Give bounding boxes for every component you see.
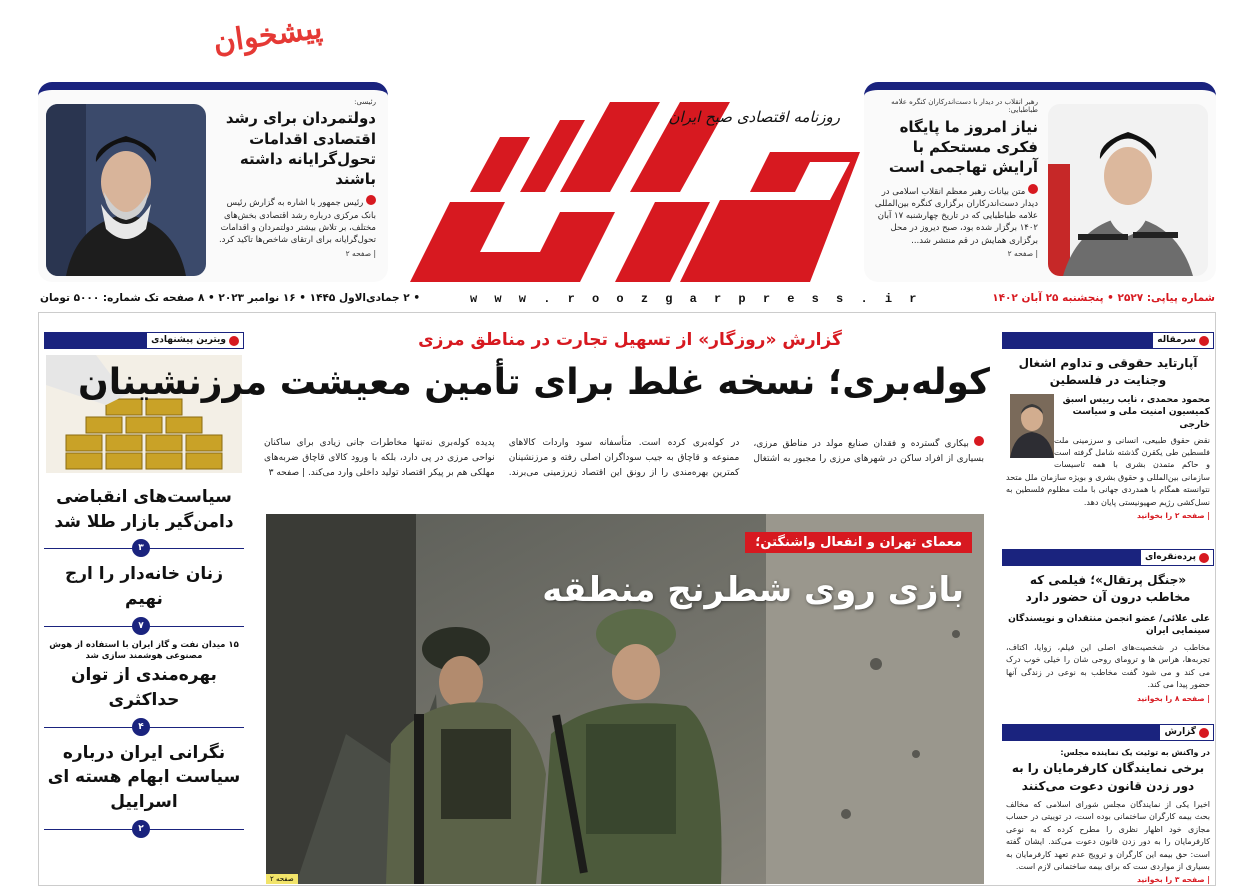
editorial-headline: آپارتاید حقوقی و تداوم اشغال وجنایت در فلسطین xyxy=(1018,356,1198,388)
editorial-body: نقض حقوق طبیعی، انسانی و سرزمینی ملت فلسطین طی یکقرن گذشته شامل گرفته است و حاکم متمدن بشری با همه تاسیسات سازمانی بین‌المللی و حقوق بشری و بویژه سازمان ملل متحد نتوانسته همگام با همدردی جهانی با ملت مظلوم فلسطین به نسل‌کشی رژیم صهیونیستی پایان دهد. xyxy=(1006,435,1210,507)
story-kicker: رهبر انقلاب در دیدار با دست‌اندرکاران کنگره علامه طباطبایی: xyxy=(891,98,1038,115)
photo-title: بازی روی شطرنج منطقه xyxy=(542,570,964,610)
editorial-block[interactable] xyxy=(1002,349,1214,543)
cinema-body: مخاطب در شخصیت‌های اصلی این فیلم، زوایا، اکتاف، تجربه‌ها، هراس ها و ترومای روحی شان را خیلی خوب درک می کند و می شود گفت مخاطب به نوعی در زندگی آنها حضور پیدا می کند. xyxy=(1006,642,1210,690)
story-headline: دولتمردان برای رشد اقتصادی اقدامات تحول‌گرایانه داشته باشند xyxy=(225,109,376,189)
author-name: محمود محمدی ، نایب رییس اسبق کمیسیون امنیت ملی و سیاست خارجی xyxy=(1062,394,1210,430)
lead-photo[interactable] xyxy=(266,514,984,884)
section-label: ویترین پیشنهادی xyxy=(151,335,226,345)
read-more-link[interactable]: | صفحه ۳ را بخوانید xyxy=(1137,875,1210,885)
bullet-icon xyxy=(229,336,239,346)
lead-kicker: گزارش «روزگار» از تسهیل تجارت در مناطق مرزی xyxy=(418,330,842,350)
lead-body xyxy=(264,436,984,492)
page-number-badge: ۳ xyxy=(132,539,150,557)
bullet-icon xyxy=(1199,728,1209,738)
author-photo xyxy=(1010,394,1054,458)
watermark-fa: پیشخوان xyxy=(211,10,325,61)
section-label: گزارش xyxy=(1164,727,1196,737)
list-item[interactable] xyxy=(44,485,244,534)
section-label: پرده‌نقره‌ای xyxy=(1144,552,1196,562)
list-headline: سیاست‌های انقباضی دامن‌گیر بازار طلا شد xyxy=(54,487,234,532)
bullet-icon xyxy=(1199,336,1209,346)
photo-page-ref: صفحه ۲ xyxy=(266,874,298,884)
tagline: روزنامه اقتصادی صبح ایران xyxy=(668,108,840,126)
info-bar xyxy=(40,292,1215,308)
section-header xyxy=(1002,332,1214,349)
list-item[interactable] xyxy=(44,640,244,713)
website-url[interactable]: w w w . r o o z g a r p r e s s . i r xyxy=(470,292,922,306)
report-block[interactable] xyxy=(1002,741,1214,891)
bullet-icon xyxy=(1199,553,1209,563)
section-label: سرمقاله xyxy=(1157,335,1196,345)
report-kicker: در واکنش به توئیت یک نماینده مجلس: xyxy=(1060,748,1210,757)
left-column xyxy=(44,332,244,884)
list-kicker: ۱۵ میدان نفت و گاز ایران با استفاده از هوش مصنوعی هوشمند سازی شد xyxy=(49,639,239,662)
lead-body-text: بیکاری گسترده و فقدان صنایع مولد در مناطق مرزی، بسیاری از افراد ساکن در شهرهای مرزی را مجبور به اشتغال در کوله‌بری کرده است. متأسفانه سود واردات کالاهای ممنوعه و قاچاق به جیب سوداگران اصلی رفته و مرزنشینان کمترین بهره‌مندی را از رونق این اقتصاد زیرزمینی می‌برند. پدیده کوله‌بری نه‌تنها مخاطرات جانی زیادی برای ساکنان نواحی مرزی در پی دارد، بلکه با ورود کالای قاچاق ضربه‌های مهلکی هم بر پیکر اقتصاد تولید داخلی وارد می‌کند. | صفحه ۳ xyxy=(264,438,984,478)
page-number-badge: ۲ xyxy=(132,820,150,838)
photo-kicker: معمای تهران و انفعال واشنگتن؛ xyxy=(745,532,972,553)
list-headline: نگرانی ایران درباره سیاست ابهام هسته ای اسراییل xyxy=(47,742,241,812)
section-header xyxy=(44,332,244,349)
story-body: رئیس جمهور با اشاره به گزارش رئیس بانک مرکزی درباره رشد اقتصادی بخش‌های مختلف، بر تلاش بیشتر دولتمردان و اقدامات تحول‌گرایانه برای ارتقای شاخص‌ها تاکید کرد. xyxy=(218,198,376,246)
report-headline: برخی نمایندگان کارفرمایان را به دور زدن قانون دعوت می‌کنند xyxy=(1011,761,1205,793)
cinema-headline: «جنگل پرتقال»؛ فیلمی که مخاطب درون آن حضور دارد xyxy=(1025,573,1191,605)
portrait-photo xyxy=(46,104,206,276)
bullet-icon xyxy=(1028,184,1038,194)
page-ref: | صفحه ۲ xyxy=(1007,249,1038,259)
cinema-block[interactable] xyxy=(1002,566,1214,718)
story-kicker: رئیسی: xyxy=(354,98,376,106)
issue-info: شماره پیاپی: ۲۵۲۷ • پنجشنبه ۲۵ آبان ۱۴۰۲ xyxy=(992,292,1215,304)
list-headline: زنان خانه‌دار را ارج نهیم xyxy=(65,564,223,609)
date-price-info: • ۲ جمادی‌الاول ۱۴۴۵ • ۱۶ نوامبر ۲۰۲۳ • ۸ صفحه تک شماره: ۵۰۰۰ تومان xyxy=(40,292,421,304)
list-item[interactable] xyxy=(44,562,244,611)
report-body: اخیرا یکی از نمایندگان مجلس شورای اسلامی که مخالف بحث بیمه کارگران ساختمانی بوده است، در توییتی در حساب مجازی خود اظهار نظری را مطرح کرده که به نوعی کارفرمایان را به دور زدن قانون دعوت می‌کند. ایشان گفته است: حق بیمه این کارگران و ترویج عدم تعهد کارفرمایان به بسیاری از مواردی ست که برای بیمه ساختمانی لازم است. xyxy=(1006,799,1210,871)
lead-headline[interactable]: کوله‌بری؛ نسخه غلط برای تأمین معیشت مرزنشینان xyxy=(77,362,990,403)
story-headline: نیاز امروز ما پایگاه فکری مستحکم با آرایش تهاجمی است xyxy=(888,117,1038,177)
read-more-link[interactable]: | صفحه ۲ را بخوانید xyxy=(1137,510,1210,520)
top-right-story[interactable] xyxy=(864,82,1216,282)
top-left-story[interactable] xyxy=(38,82,388,282)
section-header xyxy=(1002,724,1214,741)
section-header xyxy=(1002,549,1214,566)
list-headline: بهره‌مندی از توان حداکثری xyxy=(71,665,217,710)
page-ref: | صفحه ۲ xyxy=(345,248,376,258)
list-item[interactable] xyxy=(44,741,244,815)
author-name: علی علائی/ عضو انجمن منتقدان و نویسندگان سینمایی ایران xyxy=(1008,613,1210,637)
page-number-badge: ۷ xyxy=(132,617,150,635)
read-more-link[interactable]: | صفحه ۸ را بخوانید xyxy=(1137,693,1210,703)
bullet-icon xyxy=(974,436,984,446)
story-body: متن بیانات رهبر معظم انقلاب اسلامی در دیدار دست‌اندرکاران برگزاری کنگره بین‌المللی علامه طباطبایی که در تاریخ چهارشنبه ۱۷ آبان ۱۴۰۲ برگزار شده بود، صبح دیروز در محل برگزاری همایش در قم منتشر شد... xyxy=(874,186,1038,246)
bullet-icon xyxy=(366,195,376,205)
page-number-badge: ۴ xyxy=(132,718,150,736)
right-column xyxy=(1002,332,1214,884)
portrait-photo xyxy=(1048,104,1208,276)
